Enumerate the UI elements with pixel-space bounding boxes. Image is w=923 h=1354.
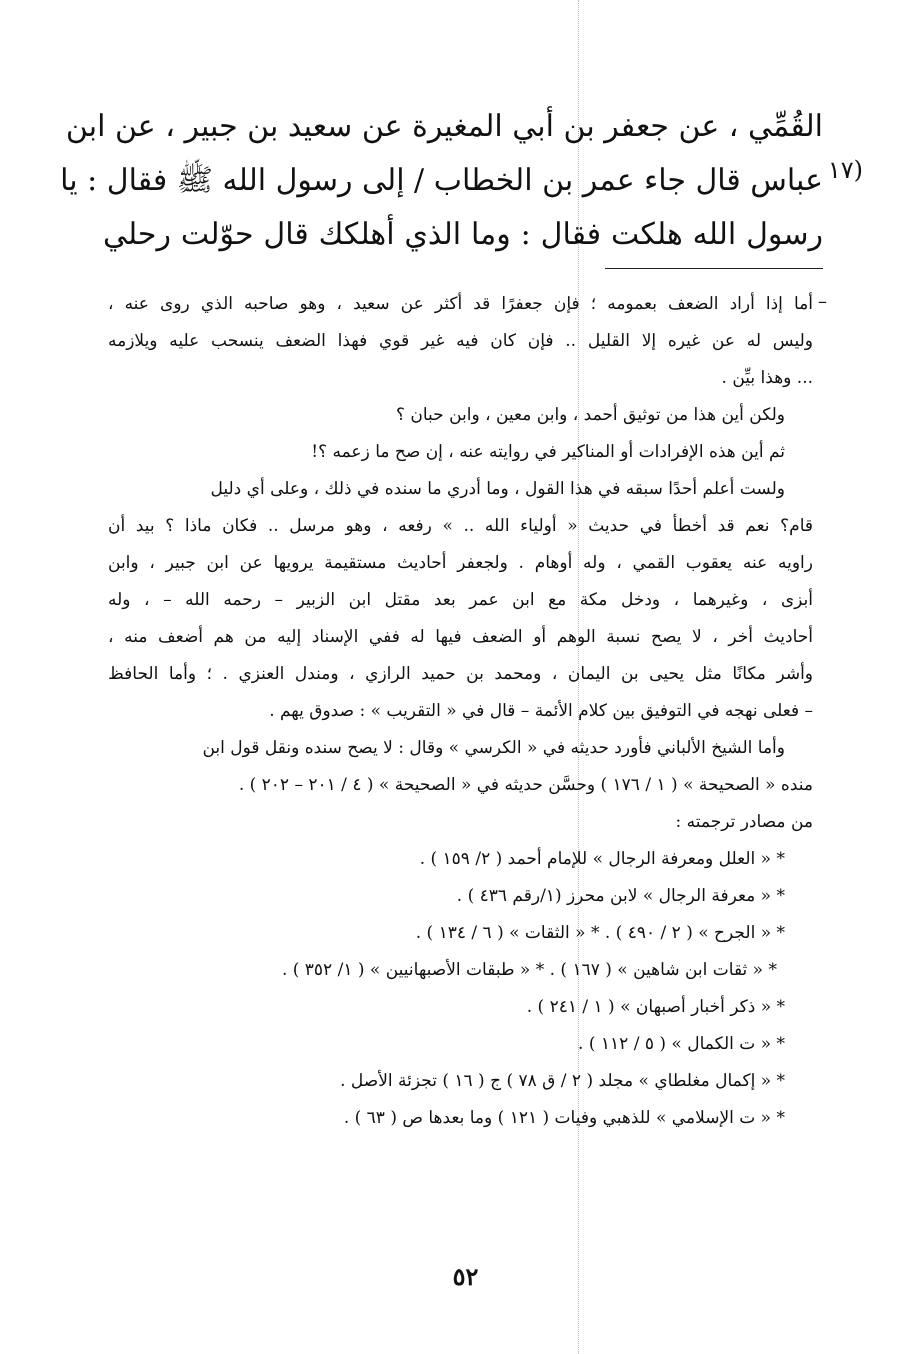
footnote-line: من مصادر ترجمته : (675, 812, 813, 832)
main-text-line: القُمِّي ، عن جعفر بن أبي المغيرة عن سعيد بن جبير ، عن ابن (65, 109, 823, 144)
footnote-line: راويه عنه يعقوب القمي ، وله أوهام . ولجعفر أحاديث مستقيمة يرويها عن ابن جبير ، وابن (108, 553, 813, 573)
main-text-line: عباس قال جاء عمر بن الخطاب / إلى رسول الله ﷺ فقال : يا (60, 163, 823, 198)
footnote-dash: – (818, 291, 827, 312)
main-text-line: رسول الله هلكت فقال : وما الذي أهلكك قال حوّلت رحلي (103, 217, 823, 252)
source-list-item: * « العلل ومعرفة الرجال » للإمام أحمد ( ٢/ ١٥٩ ) . (419, 849, 785, 869)
footnote-line: وأما الشيخ الألباني فأورد حديثه في « الكرسي » وقال : لا يصح سنده ونقل قول ابن (202, 738, 785, 758)
footnote-line: أحاديث أخر ، لا يصح نسبة الوهم أو الضعف فيها له ففي الإسناد إليه من هم أضعف منه ، (108, 627, 813, 647)
footnote-line: وليس له عن غيره إلا القليل .. فإن كان فيه غير قوي فهذا الضعف ينسحب عليه ويلازمه (108, 331, 813, 351)
page-number-text: ٥٢ (452, 1262, 479, 1291)
footnote-line: ... وهذا بيِّن . (721, 368, 813, 388)
source-list-item: * « ت الإسلامي » للذهبي وفيات ( ١٢١ ) وما بعدها ص ( ٦٣ ) . (343, 1108, 785, 1128)
source-list-item: * « ذكر أخبار أصبهان » ( ١ / ٢٤١ ) . (526, 997, 785, 1017)
footnote-line: أما إذا أراد الضعف بعمومه ؛ فإن جعفرًا قد أكثر عن سعيد ، وهو صاحبه الذي روى عنه ، (108, 294, 813, 314)
footnote-line: منده « الصحيحة » ( ١ / ١٧٦ ) وحسَّن حديثه في « الصحيحة » ( ٤ / ٢٠١ – ٢٠٢ ) . (238, 775, 813, 795)
footnote-line: ولست أعلم أحدًا سبقه في هذا القول ، وما أدري ما سنده في ذلك ، وعلى أي دليل (210, 479, 785, 499)
footnote-line: ثم أين هذه الإفرادات أو المناكير في روايته عنه ، إن صح ما زعمه ؟! (311, 442, 785, 462)
source-list-item: * « إكمال مغلطاي » مجلد ( ٢ / ق ٧٨ ) ج ( ١٦ ) تجزئة الأصل . (340, 1071, 785, 1091)
source-list-item: * « الجرح » ( ٢ / ٤٩٠ ) . * « الثقات » ( ٦ / ١٣٤ ) . (415, 923, 785, 943)
footnote-line: – فعلى نهجه في التوفيق بين كلام الأئمة – قال في « التقريب » : صدوق يهم . (269, 701, 813, 721)
narration-marker: (١٧ (827, 156, 863, 184)
page-number (0, 1262, 923, 1291)
footnote-line: وأشر مكانًا مثل يحيى بن اليمان ، ومحمد بن حميد الرازي ، ومندل العنزي . ؛ وأما الحافظ (108, 664, 813, 684)
source-list-item: * « ت الكمال » ( ٥ / ١١٢ ) . (578, 1034, 785, 1054)
source-list-item: * « معرفة الرجال » لابن محرز (١/رقم ٤٣٦ ) . (456, 886, 785, 906)
main-text (60, 100, 823, 262)
footnote-line: ولكن أين هذا من توثيق أحمد ، وابن معين ، وابن حبان ؟ (395, 405, 785, 425)
footnote-line: قام؟ نعم قد أخطأ في حديث « أولياء الله .. » رفعه ، وهو مرسل .. فكان ماذا ؟ بيد أن (108, 516, 813, 536)
footnotes (108, 286, 813, 1137)
footnote-line: أبزى ، وغيرهما ، ودخل مكة مع ابن عمر بعد مقتل ابن الزبير – رحمه الله – ، وله (108, 590, 813, 610)
source-list-item: * « ثقات ابن شاهين » ( ١٦٧ ) . * « طبقات الأصبهانيين » ( ١/ ٣٥٢ ) . (281, 960, 777, 980)
footnote-separator (605, 268, 823, 269)
